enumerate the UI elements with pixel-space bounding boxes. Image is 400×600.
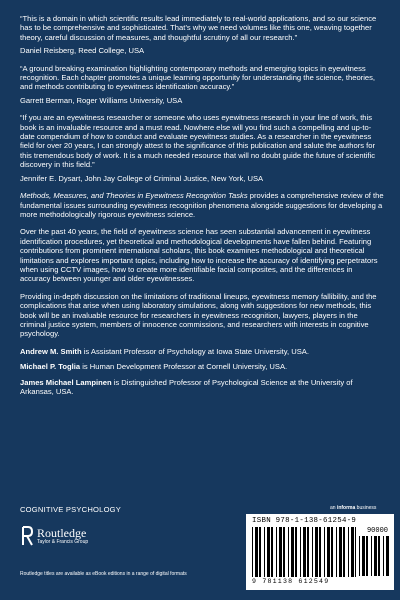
barcode-stripe bbox=[267, 527, 270, 577]
barcode-stripe bbox=[355, 527, 356, 577]
barcode-stripe bbox=[259, 527, 261, 577]
barcode-stripe bbox=[255, 527, 258, 577]
editor-desc-3: is Distinguished Professor of Psychological Science at the University of Arkansas, USA. bbox=[20, 377, 353, 396]
barcode-stripe bbox=[279, 527, 282, 577]
editor-name-3: James Michael Lampinen bbox=[20, 377, 112, 387]
ean-digits: 9 781138 612549 bbox=[252, 578, 330, 585]
barcode-stripe bbox=[315, 527, 318, 577]
barcode-stripe bbox=[383, 536, 384, 576]
routledge-r-icon bbox=[20, 525, 34, 547]
informa-tagline: an informa business bbox=[330, 505, 377, 511]
barcode-stripe bbox=[307, 527, 309, 577]
editor-bio-2 bbox=[20, 362, 384, 371]
barcode-stripe bbox=[300, 527, 301, 577]
isbn-barcode bbox=[246, 514, 394, 590]
barcode-stripe bbox=[351, 527, 354, 577]
barcode-stripe bbox=[378, 536, 380, 576]
editor-name-2: Michael P. Toglia bbox=[20, 362, 81, 372]
ean-barcode-bars bbox=[252, 527, 356, 577]
editor-desc-2: is Human Development Professor at Cornell University, USA. bbox=[80, 362, 288, 372]
barcode-stripe bbox=[343, 527, 345, 577]
barcode-stripe bbox=[362, 536, 365, 576]
barcode-stripe bbox=[386, 536, 389, 576]
barcode-stripe bbox=[291, 527, 294, 577]
book-title-inline: Methods, Measures, and Theories in Eyewitness Recognition Tasks bbox=[20, 191, 248, 201]
barcode-stripe bbox=[271, 527, 273, 577]
barcode-stripe bbox=[336, 527, 337, 577]
subject-category: COGNITIVE PSYCHOLOGY bbox=[20, 505, 122, 514]
barcode-stripe bbox=[348, 527, 349, 577]
publisher-group: Taylor & Francis Group bbox=[37, 539, 89, 545]
endorsement-quote-2: “A ground breaking examination highlighting contemporary methods and emerging topics in eyewitness recognition. Each chapter promotes a unique learning opportunity for understanding the science, theories, and methods contributing to eyewitness identification accuracy.” bbox=[20, 63, 376, 92]
routledge-logo bbox=[20, 524, 88, 548]
editor-desc-1: is Assistant Professor of Psychology at Iowa State University, USA. bbox=[81, 346, 309, 356]
publisher-name: Routledge bbox=[37, 526, 87, 540]
barcode-stripe bbox=[276, 527, 277, 577]
cover-text bbox=[20, 14, 384, 402]
endorsement-quote-3: “If you are an eyewitness researcher or someone who uses eyewitness research in your line of work, this book is an invaluable resource and a must read. Nowhere else will you find such a compelling and up-to-date compendium of how to conduct and evaluate eyewitness studies. As a researcher in the eyewitness field for over 20 years, I can strongly attest to the significance of this publication and salute the authors for this tremendous body of work. It is a much needed resource that will no doubt guide the future of scientific discovery in this field.” bbox=[20, 113, 375, 170]
endorsement-quote-1: “This is a domain in which scientific results lead immediately to real-world applications, and so our science has to be comprehensive and sophisticated. That’s why we need volumes like this one, weaving together theory, careful discussion of measures, and thoughtful scrutiny of all our research.” bbox=[20, 14, 377, 42]
addon-barcode-bars bbox=[359, 536, 389, 576]
isbn-text: ISBN 978-1-138-61254-9 bbox=[252, 517, 357, 525]
barcode-stripe bbox=[324, 527, 325, 577]
description-paragraph-2: Over the past 40 years, the field of eyewitness science has seen substantial advancement in eyewitness identification procedures, yet theoretical and methodological developments have fallen behind. Featuring contributions from prominent international scholars, this book examines methodological and theoretical limitations and explores important topics, including how to increase the accuracy of identifying perpetrators when using CCTV images, how to create more identifiable facial composites, and the differences in accuracy between younger and older eyewitnesses. bbox=[20, 227, 378, 284]
endorsement-attribution-3: Jennifer E. Dysart, John Jay College of Criminal Justice, New York, USA bbox=[20, 173, 264, 183]
barcode-stripe bbox=[339, 527, 342, 577]
barcode-stripe bbox=[359, 536, 360, 576]
editor-bio-1 bbox=[20, 347, 384, 356]
description-intro-rest: provides a comprehensive review of the fundamental issues surrounding eyewitness recognition phenomena alongside suggestions for developing a more methodologically rigorous eyewitness science. bbox=[20, 191, 384, 219]
barcode-stripe bbox=[312, 527, 313, 577]
barcode-stripe bbox=[264, 527, 265, 577]
editor-bio-3 bbox=[20, 378, 384, 397]
barcode-stripe bbox=[371, 536, 372, 576]
barcode-stripe bbox=[331, 527, 333, 577]
endorsement-attribution-1: Daniel Reisberg, Reed College, USA bbox=[20, 46, 145, 56]
description-paragraph-3: Providing in-depth discussion on the limitations of traditional lineups, eyewitness memory fallibility, and the complications that arise when using laboratory simulations, along with suggestions for new methods, this book will be an invaluable resource for researchers in eyewitness recognition, lawyers, players in the criminal justice system, members of innocence commissions, and researchers with interests in cognitive psychology. bbox=[20, 291, 377, 339]
ebook-footnote: Routledge titles are available as eBook editions in a range of digital formats bbox=[20, 571, 187, 577]
endorsement-attribution-2: Garrett Berman, Roger Williams University, USA bbox=[20, 95, 183, 105]
barcode-stripe bbox=[252, 527, 253, 577]
barcode-stripe bbox=[366, 536, 368, 576]
barcode-stripe bbox=[283, 527, 285, 577]
price-code: 90000 bbox=[366, 527, 388, 535]
barcode-stripe bbox=[327, 527, 330, 577]
editor-name-1: Andrew M. Smith bbox=[20, 346, 82, 356]
barcode-stripe bbox=[295, 527, 297, 577]
barcode-stripe bbox=[303, 527, 306, 577]
description-intro bbox=[20, 191, 384, 219]
barcode-stripe bbox=[288, 527, 289, 577]
logo-text bbox=[37, 527, 88, 545]
barcode-stripe bbox=[319, 527, 321, 577]
barcode-stripe bbox=[374, 536, 377, 576]
